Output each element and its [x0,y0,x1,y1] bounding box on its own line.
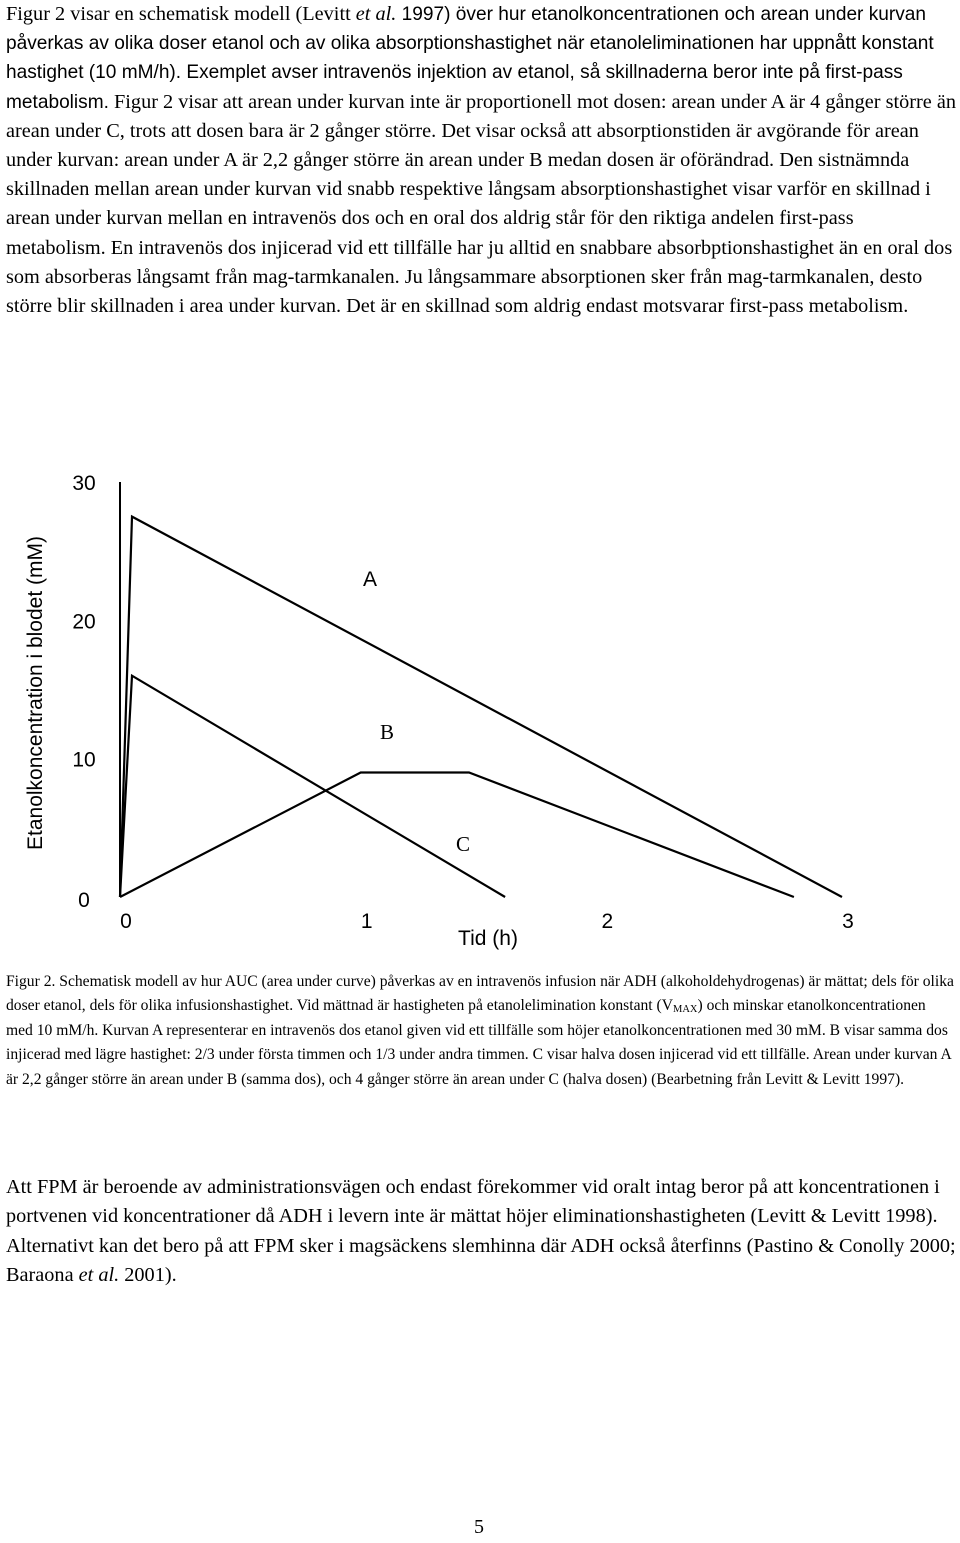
y-tick-label: 10 [72,748,96,772]
figure-caption [6,970,956,1092]
x-axis-label: Tid (h) [458,927,518,950]
paragraph-1-et-al: et al. [355,3,397,25]
series-c-label: C [455,832,471,856]
y-tick-label: 0 [78,889,90,912]
paragraph-2-text-2: 2001). [119,1264,177,1287]
paragraph-2-text-1: Att FPM är beroende av administrationsvägen och endast förekommer vid oralt intag beror på att koncentrationen i portvenen vid koncentrationer då ADH i levern inte är mättat höjer eliminationshastigheten (Levitt & Levitt 1998). Alternativt kan det bero på att FPM sker i magsäckens slemhinna där ADH också återfinns (Pastino & Conolly 2000; Baraona [6,1176,956,1287]
chart-label-layer [24,472,854,950]
paragraph-1-sentence-1a: Figur 2 visar en schematisk modell (Levitt [6,3,356,25]
paragraph-1-sentence-2: Figur 2 visar att arean under kurvan inte är proportionell mot dosen: arean under A är 4 gånger större än arean under C, trots att dosen bara är 2 gånger större. Det visar också att absorptionstiden är avgörande för arean under kurvan: arean under A är 2,2 gånger större än arean under B medan dosen är oförändrad. Den sistnämnda skillnaden mellan arean under kurvan vid snabb respektive långsam absorptionshastighet visar varför en skillnad i arean under kurvan mellan en intravenös dos och en oral dos aldrig står för den riktiga andelen first-pass metabolism. En intravenös dos injicerad vid ett tillfälle har ju alltid en snabbare absorbptionshastighet än en oral dos som absorberas långsamt från mag-tarmkanalen. Ju långsammare absorptionen sker från mag-tarmkanalen, desto större blir skillnaden i area under kurvan. Det är en skillnad som aldrig endast motsvarar first-pass metabolism. [6,90,956,318]
series-b-label: B [379,720,395,744]
body-paragraph-2 [6,1173,956,1291]
paragraph-2-et-al: et al. [78,1264,120,1287]
y-tick-label: 30 [72,472,96,495]
caption-text-2: ) och minskar etanolkoncentrationen med 10 mM/h. Kurvan A representerar en intravenös dos etanol given vid ett tillfälle som höjer etanolkoncentrationen med 30 mM. B visar samma dos injicerad med lägre hastighet: 2/3 under första timmen och 1/3 under andra timmen. C visar halva dosen injicerad vid ett tillfälle. Arean under kurvan A är 2,2 gånger större än arean under B (samma dos), och 4 gånger större än arean under C (halva dosen) (Bearbetning från Levitt & Levitt 1997). [6,997,951,1088]
paragraph-1-sentence-1b: 1997) över hur etanolkoncentrationen och arean under kurvan påverkas av olika doser etanol och av olika absorptionshastighet när etanoleliminationen har uppnått konstant hastighet (10 mM/h). Exemplet avser intravenös injektion av etanol, så skillnaderna beror inte på first-pass metabolism. [6,4,934,113]
series-c-line [120,676,505,897]
chart-series-layer [120,517,842,897]
y-axis-label: Etanolkoncentration i blodet (mM) [24,536,47,850]
x-tick-label: 1 [360,910,373,933]
series-a-label: A [362,568,378,591]
y-tick-label: 20 [72,610,96,634]
caption-text-1: Figur 2. Schematisk modell av hur AUC (area under curve) påverkas av en intravenös infusion när ADH (alkoholdehydrogenas) är mättat; dels för olika doser etanol, dels för olika infusionshastighet. Vid mättnad är hastigheten på etanolelimination konstant (V [6,973,954,1015]
x-tick-label: 3 [842,910,854,933]
x-tick-label: 0 [120,910,132,933]
page-number: 5 [474,1516,484,1538]
caption-vmax-subscript: MAX [673,1004,698,1016]
body-paragraph-1 [6,0,956,321]
x-tick-label: 2 [601,910,614,933]
auc-chart [0,440,960,960]
